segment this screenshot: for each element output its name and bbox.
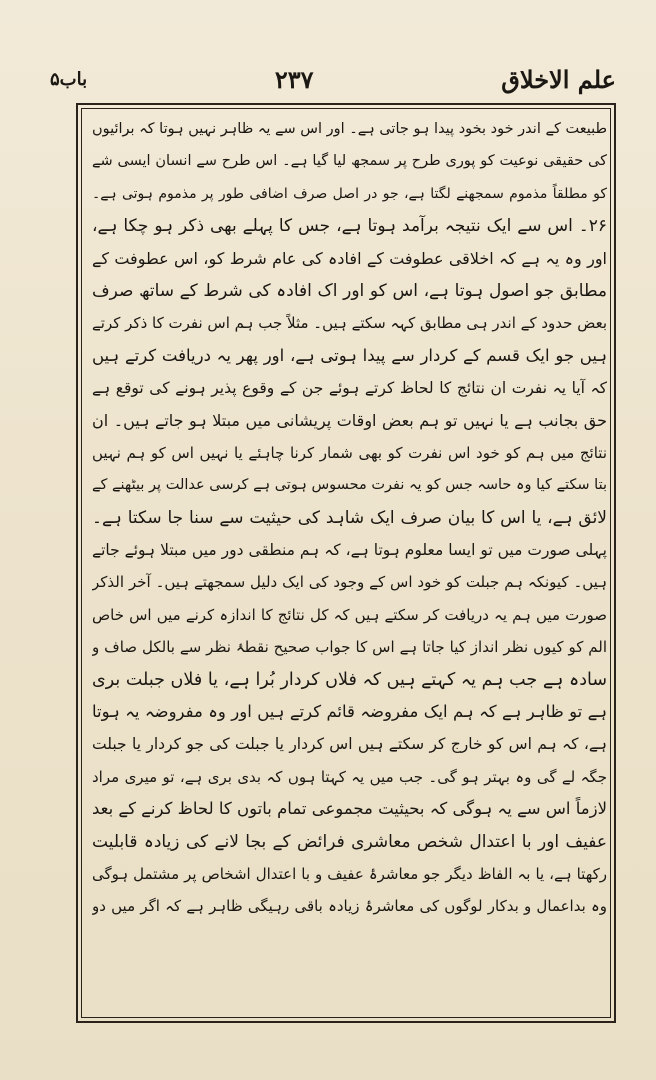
body-text <box>92 113 607 923</box>
text-line: بتا سکتے کیا وہ حاسہ جس کو یہ نفرت محسوس ہوتی ہے کرسی عدالت پر بیٹھنے کے <box>92 477 607 494</box>
text-line: ہیں۔ کیونکہ ہم جبلت کو خود اس کے وجود کی ایک دلیل سمجھتے ہیں۔ آخر الذکر <box>92 573 607 592</box>
text-line: پہلی صورت میں تو ایسا معلوم ہوتا ہے، کہ ہم منطقی دور میں مبتلا ہوئے جاتے <box>92 541 607 560</box>
text-line: سادہ ہے جب ہم یہ کہتے ہیں کہ فلاں کردار بُرا ہے، یا فلاں جبلت بری <box>92 669 607 690</box>
book-title: علم الاخلاق <box>501 64 616 94</box>
text-line: ہے، کہ ہم اس کو خارج کر سکتے ہیں اس کردار یا جبلت کی جو کردار یا جبلت <box>92 735 607 754</box>
text-line: لائق ہے، یا اس کا بیان صرف ایک شاہد کی حیثیت سے سنا جا سکتا ہے۔ <box>92 507 607 528</box>
text-line: ۲۶۔ اس سے ایک نتیجہ برآمد ہوتا ہے، جس کا پہلے بھی ذکر ہو چکا ہے، <box>92 216 607 237</box>
text-line: عفیف اور با اعتدال شخص معاشری فرائض کے بجا لانے کی زیادہ قابلیت <box>92 831 607 852</box>
text-line: ہیں جو ایک قسم کے کردار سے پیدا ہوتی ہے، اور پھر یہ دریافت کرتے ہیں <box>92 345 607 365</box>
page-header <box>50 58 616 100</box>
text-line: ہے تو ظاہر ہے کہ ہم ایک مفروضہ قائم کرتے ہیں اور وہ مفروضہ یہ ہوتا <box>92 702 607 722</box>
text-line: الم کو کیوں نظر انداز کیا جاتا ہے اس کا جواب صحیح نقطۂ نظر سے بالکل صاف و <box>92 638 607 657</box>
text-line: کی حقیقی نوعیت کو پوری طرح پر سمجھ لیا گیا ہے۔ اس طرح سے انسان ایسی شے <box>92 153 607 170</box>
chapter-label: باب۵ <box>50 68 88 90</box>
text-line: وہ بداعمال و بدکار لوگوں کی معاشرۂ زیادہ باقی رہیگی ظاہر ہے کہ اگر میں دو <box>92 897 607 916</box>
text-line: جگہ لے گی وہ بہتر ہو گی۔ جب میں یہ کہتا ہوں کہ بدی بری ہے، تو میری مراد <box>92 767 607 786</box>
text-line: کو مطلقاً مذموم سمجھنے لگتا ہے، جو در اصل صرف اضافی طور پر مذموم ہوتی ہے۔ <box>92 185 607 202</box>
text-line: لازماً اس سے یہ ہوگی کہ بحیثیت مجموعی تمام باتوں کا لحاظ کرنے کے بعد <box>92 799 607 819</box>
text-line: مطابق جو اصول ہوتا ہے، اس کو اور اک افادہ کی شرط کے ساتھ صرف <box>92 280 607 301</box>
text-line: کہ آیا یہ نفرت ان نتائج کا لحاظ کرتے ہوئے جن کے وقوع پذیر ہونے کی توقع ہے <box>92 379 607 398</box>
text-line: حق بجانب ہے یا نہیں تو ہم بعض اوقات پریشانی میں مبتلا ہو جاتے ہیں۔ ان <box>92 410 607 430</box>
page-number: ۲۳۷ <box>274 64 314 94</box>
text-line: نتائج میں ہم کو خود اس نفرت کو بھی شمار کرنا چاہئے یا نہیں اس کو ہم نہیں <box>92 443 607 462</box>
text-line: رکھتا ہے، یا بہ الفاظ دیگر جو معاشرۂ عفیف و با اعتدال اشخاص پر مشتمل ہوگی <box>92 864 607 883</box>
text-line: طبیعت کے اندر خود بخود پیدا ہو جاتی ہے۔ اور اس سے یہ ظاہر نہیں ہوتا کہ برائیوں <box>92 121 607 137</box>
text-line: بعض حدود کے اندر ہی مطابق کہہ سکتے ہیں۔ مثلاً جب ہم اس نفرت کا ذکر کرتے <box>92 314 607 333</box>
text-line: صورت میں ہم یہ دریافت کر سکتے ہیں کہ کل نتائج کا اندازہ کرنے میں اس خاص <box>92 605 607 624</box>
text-line: اور وہ یہ ہے کہ اخلاقی عطوفت کے افادہ کی عام شرط کو، اس عطوفت کے <box>92 248 607 268</box>
